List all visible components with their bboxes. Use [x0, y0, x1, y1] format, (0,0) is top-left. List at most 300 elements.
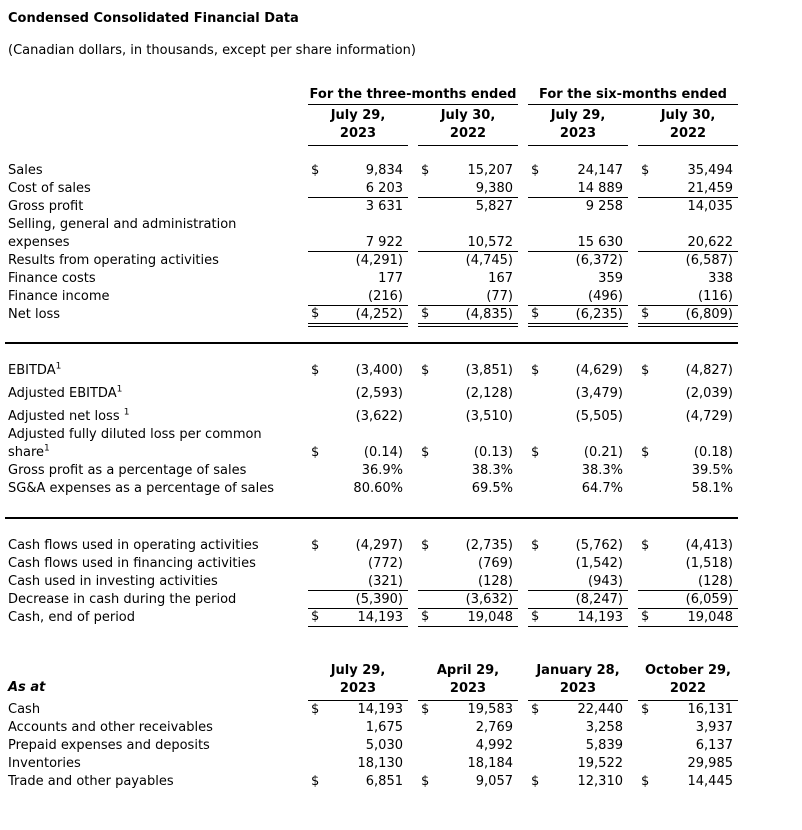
cell-value: (3,622) [355, 409, 403, 424]
currency-symbol: $ [641, 445, 650, 460]
value-cell [308, 306, 408, 324]
currency-symbol: $ [531, 774, 540, 789]
row-label-text: Net loss [8, 307, 61, 322]
row-label [8, 426, 308, 462]
cell-value: (1,518) [685, 556, 733, 571]
cell-value: 6,137 [695, 738, 733, 753]
cell-value: (5,505) [575, 409, 623, 424]
value-cell [418, 573, 518, 591]
cell-value: 4,992 [475, 738, 513, 753]
currency-symbol: $ [531, 306, 540, 321]
group-header-row [8, 86, 802, 105]
currency-symbol: $ [421, 609, 430, 624]
cell-value: (0.21) [583, 445, 623, 460]
cell-value: (3,510) [465, 409, 513, 424]
row-label [8, 216, 308, 252]
row-label-text: Prepaid expenses and deposits [8, 738, 210, 753]
row-label [8, 719, 308, 737]
row-label [8, 288, 308, 306]
cell-value: 14,193 [357, 702, 403, 717]
value-cell [528, 288, 628, 306]
value-cell [308, 537, 408, 555]
currency-symbol: $ [641, 163, 650, 178]
value-cell [308, 444, 408, 462]
row-label [8, 555, 308, 573]
row-label [8, 591, 308, 609]
currency-symbol: $ [531, 363, 540, 378]
row-label-text: Adjusted net loss [8, 409, 124, 424]
cell-value: 19,048 [687, 610, 733, 625]
row-cash-end-of-period [8, 609, 802, 627]
currency-symbol: $ [641, 306, 650, 321]
row-label-text: Sales [8, 163, 43, 178]
group-header-three-months: For the three-months ended [308, 86, 518, 105]
value-cell [638, 288, 738, 306]
row-label [8, 609, 308, 627]
row-net-loss [8, 306, 802, 324]
value-cell [418, 609, 518, 627]
cell-value: 9,834 [365, 163, 403, 178]
cell-value: (77) [486, 289, 513, 304]
row-accounts-and-other-receivables [8, 719, 802, 737]
value-cell [528, 162, 628, 180]
row-label-text: EBITDA [8, 363, 56, 378]
column-header-line1: April 29, [436, 663, 500, 678]
row-label [8, 270, 308, 288]
value-cell [528, 719, 628, 737]
column-header-line1: October 29, [645, 663, 731, 678]
value-cell [308, 573, 408, 591]
value-cell [528, 198, 628, 216]
value-cell [418, 755, 518, 773]
section-divider [5, 517, 738, 519]
cell-value: (4,629) [575, 363, 623, 378]
cell-value: 15 630 [577, 235, 623, 250]
column-header-q2-2022 [418, 107, 518, 146]
row-label-text: SG&A expenses as a percentage of sales [8, 481, 275, 496]
cell-value: 19,583 [467, 702, 513, 717]
value-cell [308, 180, 408, 198]
row-results-from-operating-activities [8, 252, 802, 270]
cell-value: 80.60% [353, 481, 403, 496]
cell-value: 6,851 [365, 774, 403, 789]
value-cell [528, 408, 628, 426]
currency-symbol: $ [421, 445, 430, 460]
currency-symbol: $ [641, 774, 650, 789]
cell-value: 36.9% [361, 463, 403, 478]
row-sg-a-expenses-as-a-percentage-of-sales [8, 480, 802, 498]
value-cell [528, 755, 628, 773]
cell-value: 177 [378, 271, 403, 286]
cell-value: (0.14) [363, 445, 403, 460]
cell-value: 19,522 [577, 756, 623, 771]
cell-value: (6,059) [685, 592, 733, 607]
value-cell [528, 362, 628, 380]
value-cell [418, 162, 518, 180]
value-cell [638, 737, 738, 755]
row-label [8, 480, 308, 498]
column-header-line2: 2023 [559, 681, 597, 696]
value-cell [528, 737, 628, 755]
value-cell [308, 408, 408, 426]
group-header-six-months: For the six-months ended [528, 86, 738, 105]
cell-value: 69.5% [471, 481, 513, 496]
value-cell [418, 288, 518, 306]
currency-symbol: $ [641, 609, 650, 624]
row-decrease-in-cash-during-the-period [8, 591, 802, 609]
currency-symbol: $ [311, 163, 320, 178]
value-cell [638, 480, 738, 498]
cell-value: 15,207 [467, 163, 513, 178]
value-cell [308, 719, 408, 737]
page-subtitle: (Canadian dollars, in thousands, except per share information) [8, 43, 416, 58]
column-header-line2: 2023 [449, 681, 487, 696]
cell-value: 21,459 [687, 181, 733, 196]
row-label [8, 701, 308, 719]
column-header-line1: July 30, [660, 108, 716, 123]
value-cell [638, 270, 738, 288]
row-label [8, 737, 308, 755]
cell-value: 5,827 [475, 199, 513, 214]
row-cash-used-in-investing-activities [8, 573, 802, 591]
value-cell [308, 480, 408, 498]
value-cell [638, 180, 738, 198]
currency-symbol: $ [421, 306, 430, 321]
value-cell [308, 462, 408, 480]
value-cell [418, 701, 518, 719]
value-cell [528, 773, 628, 791]
cell-value: (4,291) [355, 253, 403, 268]
cell-value: 7 922 [365, 235, 403, 250]
value-cell [308, 737, 408, 755]
value-cell [528, 462, 628, 480]
cell-value: 22,440 [577, 702, 623, 717]
cell-value: (772) [368, 556, 403, 571]
value-cell [638, 701, 738, 719]
value-cell [638, 555, 738, 573]
row-label [8, 573, 308, 591]
row-prepaid-expenses-and-deposits [8, 737, 802, 755]
row-label [8, 180, 308, 198]
row-label-text: Cash, end of period [8, 610, 136, 625]
cell-value: 38.3% [581, 463, 623, 478]
row-label-text: Accounts and other receivables [8, 720, 213, 735]
value-cell [638, 162, 738, 180]
currency-symbol: $ [421, 702, 430, 717]
cell-value: 14,193 [577, 610, 623, 625]
cell-value: (3,400) [355, 363, 403, 378]
cell-value: 9,380 [475, 181, 513, 196]
row-cash [8, 701, 802, 719]
cell-value: (4,729) [685, 409, 733, 424]
currency-symbol: $ [421, 163, 430, 178]
value-cell [308, 755, 408, 773]
cell-value: 18,184 [467, 756, 513, 771]
value-cell [418, 444, 518, 462]
cell-value: 64.7% [581, 481, 623, 496]
cell-value: 338 [708, 271, 733, 286]
cell-value: (4,745) [465, 253, 513, 268]
column-header-oct-29-2022 [638, 662, 738, 701]
value-cell [418, 306, 518, 324]
value-cell [638, 591, 738, 609]
value-cell [528, 385, 628, 403]
value-cell [308, 609, 408, 627]
column-header-ytd-2022 [638, 107, 738, 146]
value-cell [418, 362, 518, 380]
cell-value: (128) [698, 574, 733, 589]
as-at-header-row [8, 662, 802, 701]
cell-value: (943) [588, 574, 623, 589]
value-cell [418, 252, 518, 270]
currency-symbol: $ [421, 774, 430, 789]
row-label-text: Cash flows used in operating activities [8, 538, 259, 553]
value-cell [308, 270, 408, 288]
footnote-marker: 1 [123, 407, 130, 418]
row-label-text: Decrease in cash during the period [8, 592, 237, 607]
value-cell [638, 609, 738, 627]
cell-value: (321) [368, 574, 403, 589]
footnote-marker: 1 [116, 384, 123, 395]
currency-symbol: $ [311, 702, 320, 717]
row-label-text: Cash [8, 702, 41, 717]
cell-value: 5,030 [365, 738, 403, 753]
currency-symbol: $ [641, 702, 650, 717]
cell-value: 16,131 [687, 702, 733, 717]
value-cell [528, 252, 628, 270]
cell-value: 24,147 [577, 163, 623, 178]
column-header-line2: 2022 [669, 126, 707, 141]
row-selling-general-and-administration-expen [8, 216, 802, 252]
value-cell [418, 270, 518, 288]
column-header-line1: July 29, [330, 663, 386, 678]
column-header-jan-28-2023 [528, 662, 628, 701]
value-cell [418, 234, 518, 252]
cell-value: 39.5% [691, 463, 733, 478]
value-cell [528, 573, 628, 591]
row-adjusted-fully-diluted-loss-per-common-s [8, 426, 802, 462]
value-cell [308, 555, 408, 573]
row-label [8, 755, 308, 773]
footnote-marker: 1 [44, 443, 50, 454]
row-ebitda [8, 357, 802, 380]
cell-value: (4,827) [685, 363, 733, 378]
value-cell [308, 591, 408, 609]
section-income-statement [8, 162, 802, 324]
currency-symbol: $ [641, 363, 650, 378]
row-gross-profit-as-a-percentage-of-sales [8, 462, 802, 480]
row-label [8, 773, 308, 791]
value-cell [418, 480, 518, 498]
value-cell [638, 773, 738, 791]
cell-value: 29,985 [687, 756, 733, 771]
row-label [8, 408, 308, 426]
value-cell [528, 609, 628, 627]
row-adjusted-ebitda [8, 380, 802, 403]
currency-symbol: $ [641, 538, 650, 553]
row-inventories [8, 755, 802, 773]
cell-value: 6 203 [365, 181, 403, 196]
currency-symbol: $ [311, 445, 320, 460]
cell-value: 14,193 [357, 610, 403, 625]
value-cell [528, 701, 628, 719]
value-cell [418, 737, 518, 755]
column-header-jul-29-2023 [308, 662, 408, 701]
as-at-balances-table [8, 662, 802, 791]
row-label-text: Cash flows used in financing activities [8, 556, 256, 571]
row-adjusted-net-loss [8, 403, 802, 426]
column-header-row [8, 107, 802, 146]
row-label-text: Finance costs [8, 271, 96, 286]
cell-value: 3,258 [585, 720, 623, 735]
value-cell [528, 234, 628, 252]
value-cell [528, 480, 628, 498]
value-cell [528, 591, 628, 609]
row-label-text: Selling, general and administration expenses [8, 217, 237, 250]
cell-value: (5,390) [355, 592, 403, 607]
row-cash-flows-used-in-financing-activities [8, 555, 802, 573]
currency-symbol: $ [311, 363, 320, 378]
cell-value: 5,839 [585, 738, 623, 753]
value-cell [308, 198, 408, 216]
currency-symbol: $ [311, 774, 320, 789]
header-spacer [8, 86, 308, 105]
row-cost-of-sales [8, 180, 802, 198]
value-cell [638, 385, 738, 403]
cell-value: (4,413) [685, 538, 733, 553]
cell-value: (2,593) [355, 386, 403, 401]
value-cell [528, 444, 628, 462]
currency-symbol: $ [531, 702, 540, 717]
column-header-line2: 2023 [339, 681, 377, 696]
column-header-line1: July 30, [440, 108, 496, 123]
cell-value: 1,675 [365, 720, 403, 735]
cell-value: (4,835) [465, 307, 513, 322]
cell-value: (4,297) [355, 538, 403, 553]
value-cell [528, 537, 628, 555]
cell-value: (216) [368, 289, 403, 304]
value-cell [418, 462, 518, 480]
value-cell [418, 719, 518, 737]
cell-value: 14 889 [577, 181, 623, 196]
value-cell [308, 362, 408, 380]
value-cell [308, 252, 408, 270]
value-cell [418, 408, 518, 426]
cell-value: 9,057 [475, 774, 513, 789]
value-cell [308, 288, 408, 306]
cell-value: 359 [598, 271, 623, 286]
cell-value: 38.3% [471, 463, 513, 478]
value-cell [418, 198, 518, 216]
cell-value: (1,542) [575, 556, 623, 571]
cell-value: (5,762) [575, 538, 623, 553]
value-cell [418, 537, 518, 555]
row-label [8, 306, 308, 324]
cell-value: (3,851) [465, 363, 513, 378]
column-header-q2-2023 [308, 107, 408, 146]
value-cell [638, 408, 738, 426]
currency-symbol: $ [311, 538, 320, 553]
cell-value: (496) [588, 289, 623, 304]
cell-value: 12,310 [577, 774, 623, 789]
section-cash-flows [8, 537, 802, 627]
cell-value: 14,445 [687, 774, 733, 789]
footnote-marker: 1 [55, 361, 62, 372]
value-cell [638, 362, 738, 380]
row-label [8, 252, 308, 270]
row-finance-costs [8, 270, 802, 288]
cell-value: 58.1% [691, 481, 733, 496]
value-cell [638, 306, 738, 324]
cell-value: (3,479) [575, 386, 623, 401]
cell-value: (128) [478, 574, 513, 589]
column-header-line1: January 28, [536, 663, 620, 678]
row-label-text: Adjusted EBITDA [8, 386, 117, 401]
value-cell [418, 385, 518, 403]
cell-value: 18,130 [357, 756, 403, 771]
cell-value: 19,048 [467, 610, 513, 625]
currency-symbol: $ [311, 306, 320, 321]
currency-symbol: $ [531, 538, 540, 553]
value-cell [418, 555, 518, 573]
currency-symbol: $ [421, 538, 430, 553]
row-label-text: Adjusted fully diluted loss per common share [8, 427, 262, 460]
cell-value: (2,039) [685, 386, 733, 401]
row-label [8, 537, 308, 555]
cell-value: (8,247) [575, 592, 623, 607]
currency-symbol: $ [531, 445, 540, 460]
cell-value: 14,035 [687, 199, 733, 214]
cell-value: 3,937 [695, 720, 733, 735]
cell-value: (0.18) [693, 445, 733, 460]
row-label-text: Gross profit [8, 199, 84, 214]
cell-value: 10,572 [467, 235, 513, 250]
cell-value: (6,235) [575, 307, 623, 322]
cell-value: (0.13) [473, 445, 513, 460]
row-label-text: Inventories [8, 756, 81, 771]
period-results-table [8, 86, 802, 627]
column-header-line2: 2023 [339, 126, 377, 141]
currency-symbol: $ [421, 363, 430, 378]
cell-value: 35,494 [687, 163, 733, 178]
section-divider [5, 342, 738, 344]
page-title: Condensed Consolidated Financial Data [8, 11, 299, 26]
row-label-text: Cost of sales [8, 181, 91, 196]
value-cell [528, 270, 628, 288]
value-cell [638, 252, 738, 270]
column-header-line2: 2023 [559, 126, 597, 141]
value-cell [528, 180, 628, 198]
currency-symbol: $ [311, 609, 320, 624]
row-label [8, 362, 308, 380]
cell-value: (6,809) [685, 307, 733, 322]
value-cell [638, 755, 738, 773]
cell-value: (6,587) [685, 253, 733, 268]
value-cell [418, 180, 518, 198]
column-header-line1: July 29, [330, 108, 386, 123]
value-cell [308, 773, 408, 791]
row-finance-income [8, 288, 802, 306]
cell-value: 167 [488, 271, 513, 286]
value-cell [308, 385, 408, 403]
cell-value: (2,735) [465, 538, 513, 553]
cell-value: (2,128) [465, 386, 513, 401]
value-cell [638, 234, 738, 252]
section-non-gaap-measures [8, 357, 802, 498]
row-label [8, 162, 308, 180]
row-label-text: Trade and other payables [8, 774, 174, 789]
value-cell [638, 537, 738, 555]
